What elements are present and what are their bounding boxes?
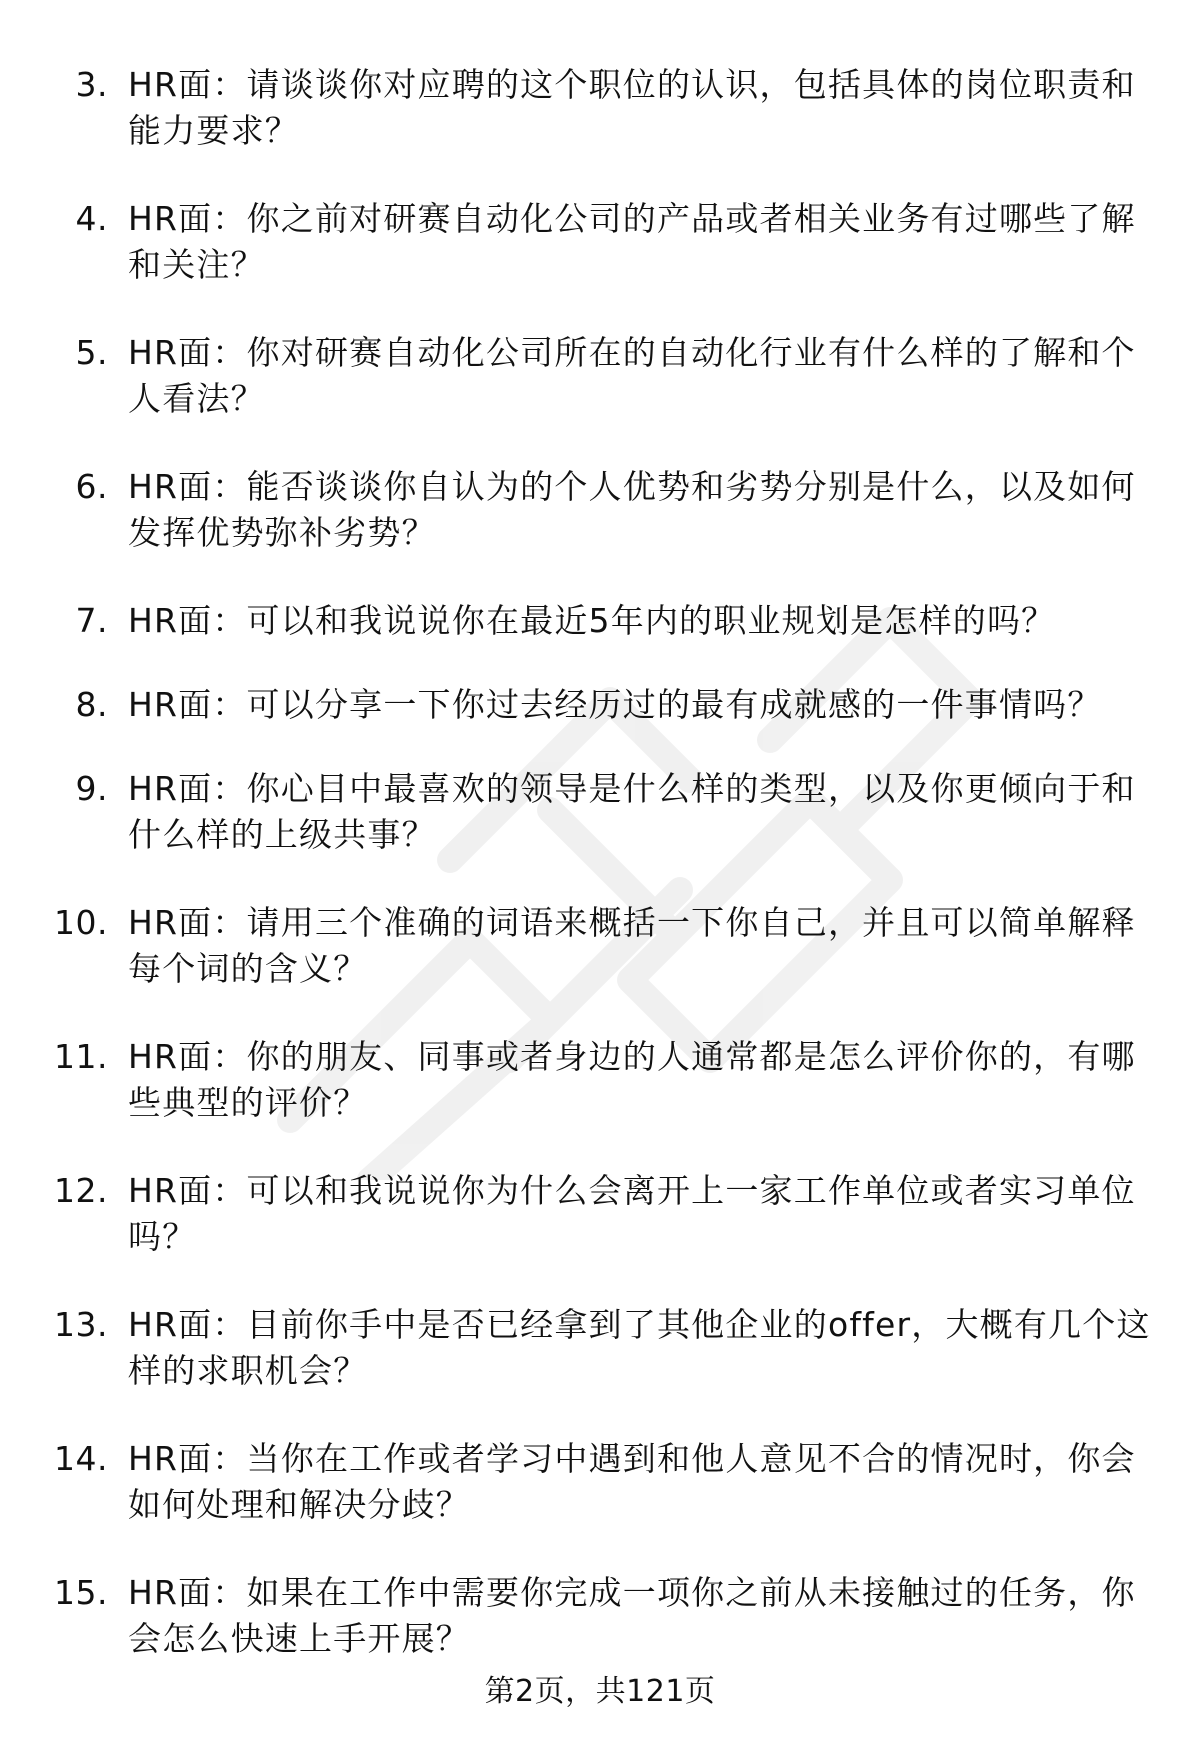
question-text: HR面：你对研赛自动化公司所在的自动化行业有什么样的了解和个人看法？	[128, 333, 1136, 418]
question-text: HR面：请谈谈你对应聘的这个职位的认识，包括具体的岗位职责和能力要求？	[128, 65, 1136, 150]
question-item	[0, 330, 1200, 422]
question-number: 11.	[54, 1037, 108, 1076]
question-item	[0, 1570, 1200, 1662]
question-item	[0, 1168, 1200, 1260]
question-text: HR面：当你在工作或者学习中遇到和他人意见不合的情况时，你会如何处理和解决分歧？	[128, 1439, 1136, 1524]
question-text: HR面：可以分享一下你过去经历过的最有成就感的一件事情吗？	[128, 685, 1102, 724]
question-item	[0, 464, 1200, 556]
question-number: 12.	[54, 1171, 108, 1210]
question-item	[0, 1302, 1200, 1394]
question-text: HR面：你之前对研赛自动化公司的产品或者相关业务有过哪些了解和关注？	[128, 199, 1136, 284]
question-number: 15.	[54, 1573, 108, 1612]
question-text: HR面：能否谈谈你自认为的个人优势和劣势分别是什么，以及如何发挥优势弥补劣势？	[128, 467, 1136, 552]
question-number: 13.	[54, 1305, 108, 1344]
question-number: 9.	[75, 769, 108, 808]
question-item	[0, 900, 1200, 992]
question-number: 3.	[75, 65, 108, 104]
question-item	[0, 766, 1200, 858]
question-number: 8.	[75, 685, 108, 724]
question-text: HR面：你心目中最喜欢的领导是什么样的类型，以及你更倾向于和什么样的上级共事？	[128, 769, 1136, 854]
question-item	[0, 1436, 1200, 1528]
question-number: 6.	[75, 467, 108, 506]
question-text: HR面：如果在工作中需要你完成一项你之前从未接触过的任务，你会怎么快速上手开展？	[128, 1573, 1136, 1658]
question-number: 5.	[75, 333, 108, 372]
question-item	[0, 1034, 1200, 1126]
question-text: HR面：可以和我说说你为什么会离开上一家工作单位或者实习单位吗？	[128, 1171, 1136, 1256]
question-list	[0, 62, 1200, 1704]
question-item	[0, 598, 1200, 644]
question-number: 7.	[75, 601, 108, 640]
question-item	[0, 682, 1200, 728]
question-text: HR面：目前你手中是否已经拿到了其他企业的offer，大概有几个这样的求职机会？	[128, 1305, 1151, 1390]
question-item	[0, 196, 1200, 288]
question-item	[0, 62, 1200, 154]
page-number: 第2页，共121页	[484, 1674, 716, 1709]
question-number: 4.	[75, 199, 108, 238]
question-number: 10.	[54, 903, 108, 942]
question-text: HR面：你的朋友、同事或者身边的人通常都是怎么评价你的，有哪些典型的评价？	[128, 1037, 1136, 1122]
question-number: 14.	[54, 1439, 108, 1478]
question-text: HR面：可以和我说说你在最近5年内的职业规划是怎样的吗？	[128, 601, 1056, 640]
question-text: HR面：请用三个准确的词语来概括一下你自己，并且可以简单解释每个词的含义？	[128, 903, 1136, 988]
